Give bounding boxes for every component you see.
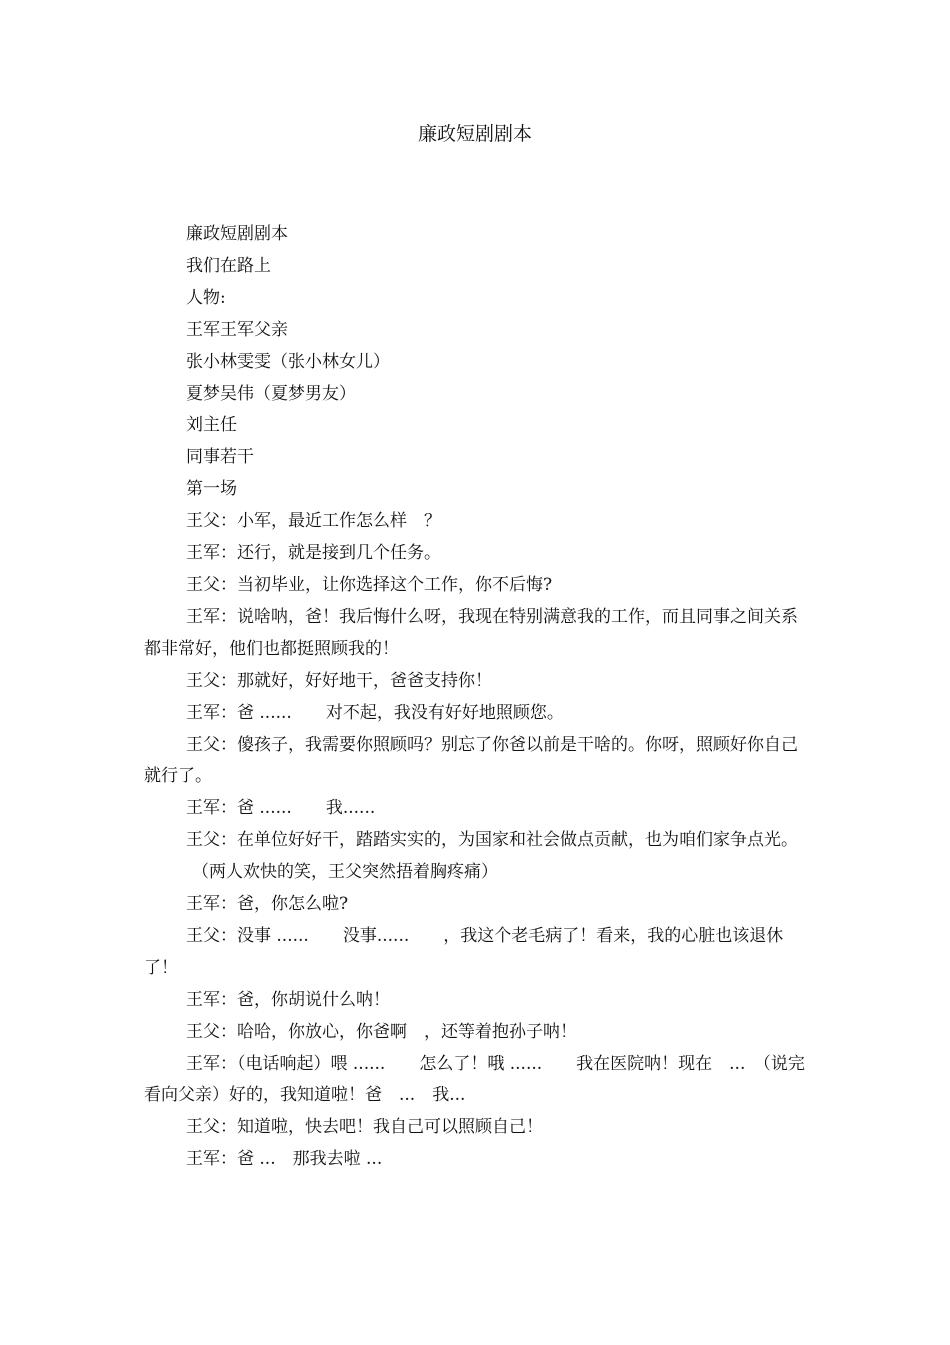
- stage-direction: （两人欢快的笑，王父突然捂着胸疼痛）: [192, 862, 498, 883]
- script-line: 王军王军父亲: [186, 319, 288, 340]
- script-line: 王军：（电话响起）喂 ...... 怎么了！哦 ...... 我在医院呐！现在 ... （说完看向父亲）好的，我知道啦！爸 ... 我...: [144, 1053, 805, 1106]
- script-line: 王军：爸，你怎么啦?: [186, 894, 349, 915]
- script-line: 王父：哈哈，你放心，你爸啊 ，还等着抱孙子呐！: [186, 1021, 577, 1042]
- script-line: 人物:: [186, 287, 226, 308]
- script-line: 王父：小军，最近工作怎么样 ？: [186, 511, 441, 532]
- script-line: 王军：爸 ...... 对不起，我没有好好地照顾您。: [186, 702, 564, 723]
- page-title: 廉政短剧剧本: [417, 123, 532, 145]
- script-line: 王父：傻孩子，我需要你照顾吗？别忘了你爸以前是干啥的。你呀，照顾好你自己就行了。: [144, 734, 798, 787]
- script-line: 夏梦吴伟（夏梦男友）: [186, 383, 356, 404]
- script-line: 王军：爸 ...... 我......: [186, 798, 376, 819]
- script-line: 刘主任: [186, 415, 237, 436]
- script-line: 第一场: [186, 479, 237, 500]
- script-line: 我们在路上: [186, 255, 271, 276]
- script-line: 王军：爸，你胡说什么呐！: [186, 989, 390, 1010]
- script-line: 王父：那就好，好好地干，爸爸支持你！: [186, 670, 492, 691]
- script-body: [144, 219, 814, 1176]
- script-line: 王父：在单位好好干，踏踏实实的，为国家和社会做点贡献，也为咱们家争点光。: [186, 830, 798, 851]
- script-line: 王父：没事 ...... 没事...... ，我这个老毛病了！看来，我的心脏也该退休了！: [144, 925, 784, 978]
- script-line: 王父：当初毕业，让你选择这个工作，你不后悔?: [186, 574, 553, 595]
- script-line: 王军：还行，就是接到几个任务。: [186, 543, 441, 564]
- script-line: 王军：爸 ... 那我去啦 ...: [186, 1149, 383, 1170]
- script-line: 廉政短剧剧本: [186, 224, 288, 244]
- script-line: 王父：知道啦，快去吧！我自己可以照顾自己！: [186, 1117, 543, 1138]
- script-line: 王军：说啥呐，爸！我后悔什么呀，我现在特别满意我的工作，而且同事之间关系都非常好，他们也都挺照顾我的！: [144, 606, 798, 659]
- script-line: 张小林雯雯（张小林女儿）: [186, 351, 390, 372]
- script-line: 同事若干: [186, 447, 254, 468]
